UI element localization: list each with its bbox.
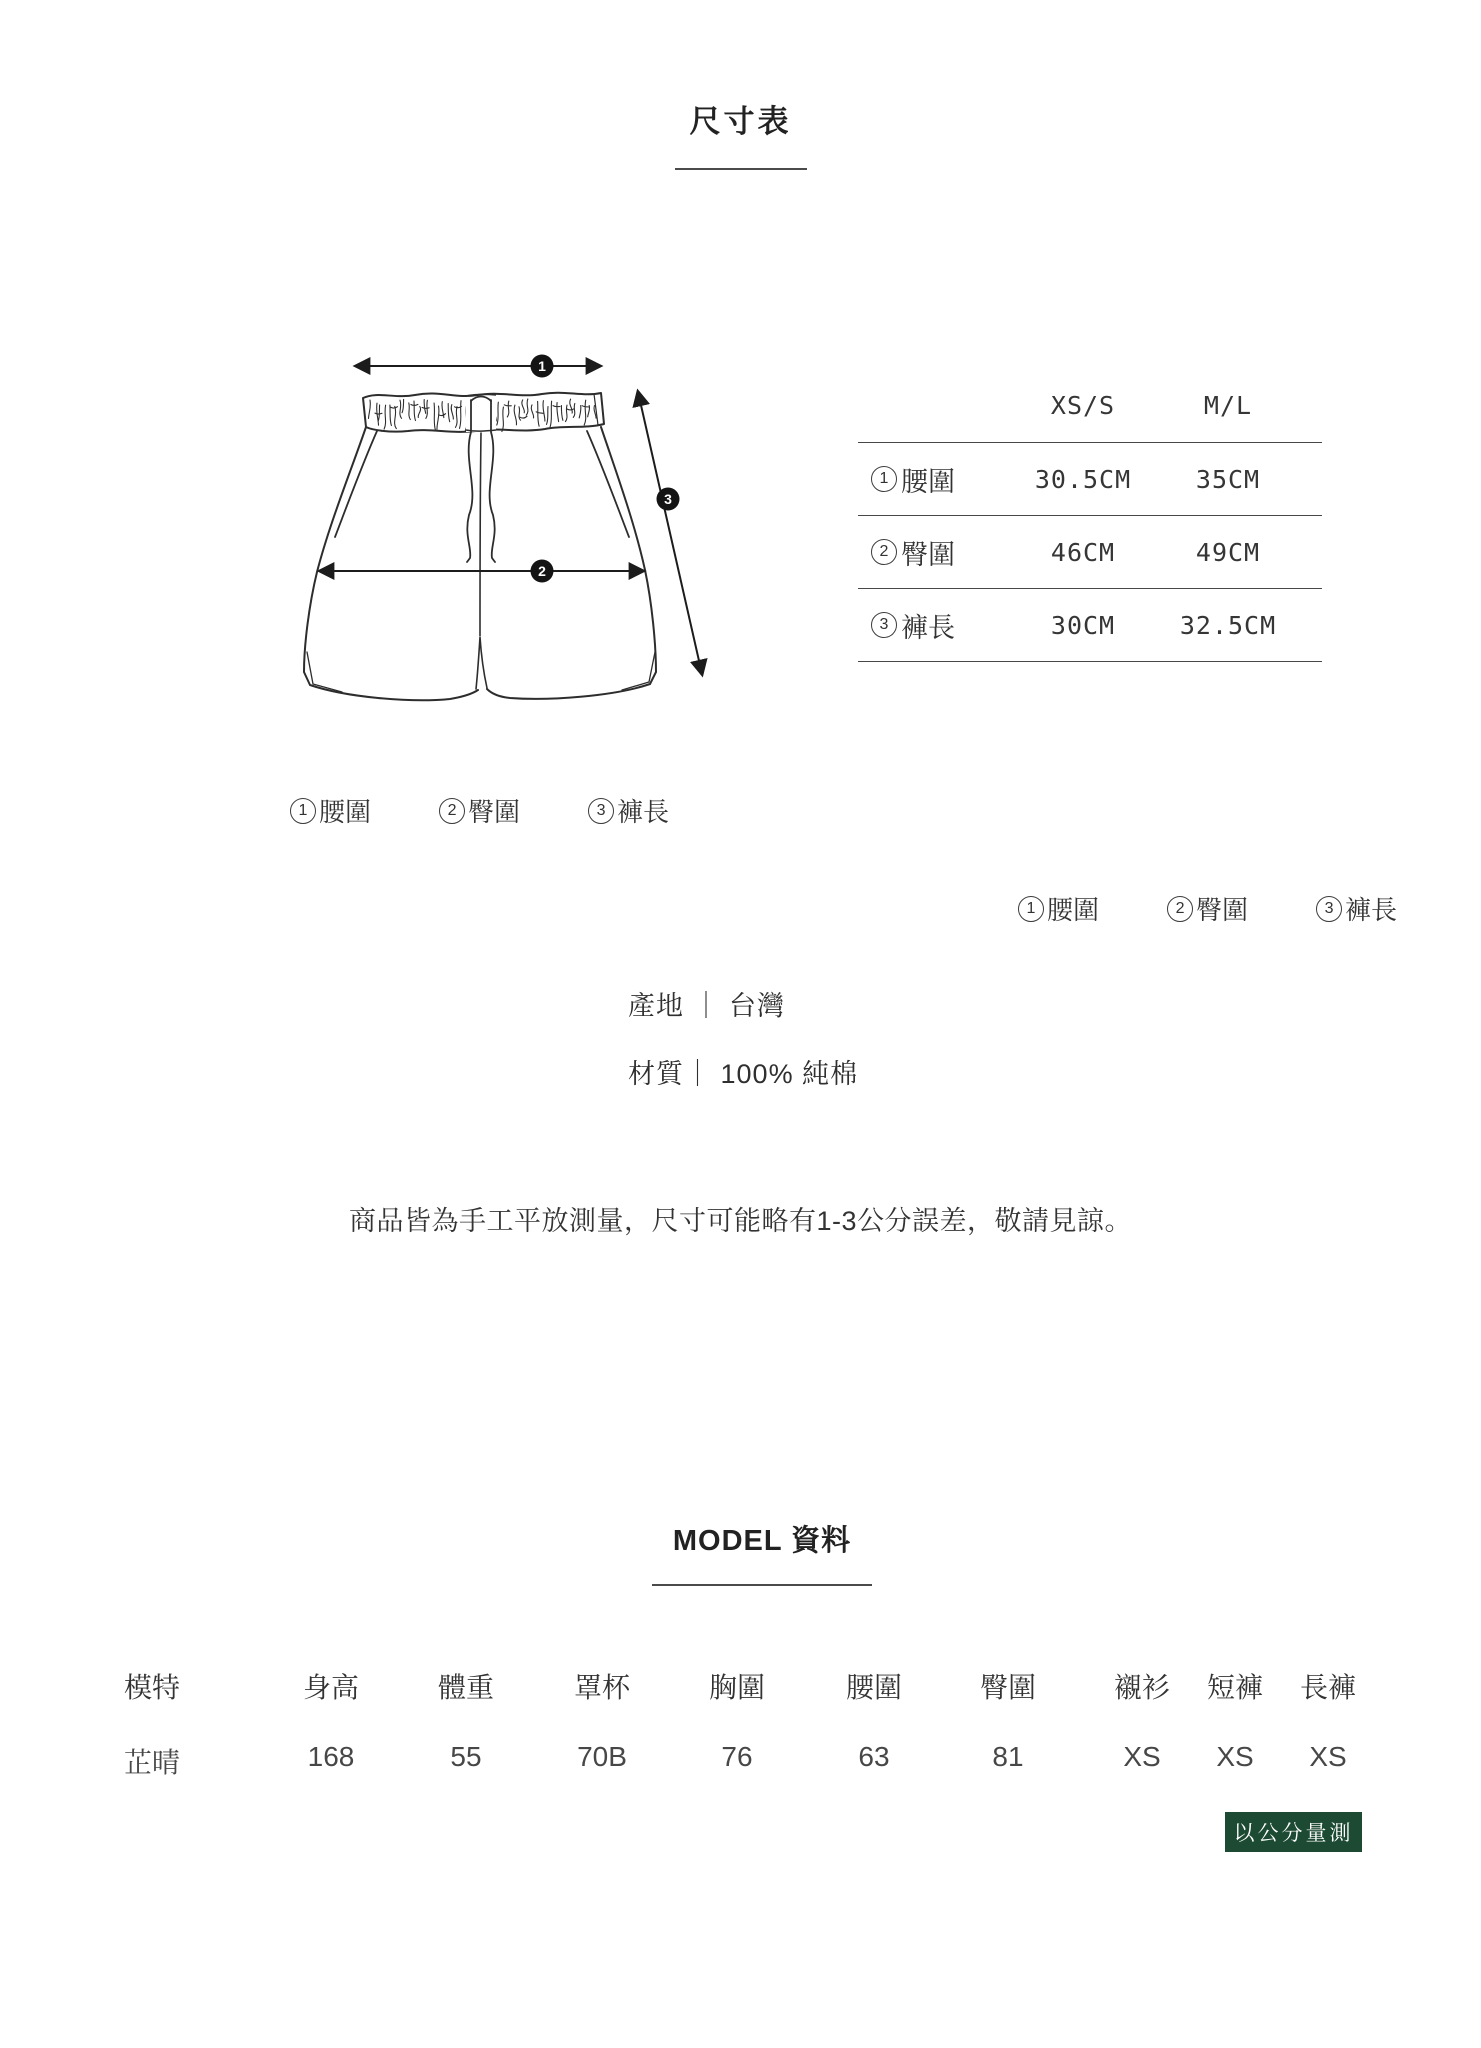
size-table-row xyxy=(858,442,1322,515)
size-value: 30.5CM xyxy=(1034,464,1132,494)
model-col-header: 襯衫 xyxy=(1113,1672,1170,1703)
measure-name: 腰圍 xyxy=(901,466,955,497)
model-value: 芷晴 xyxy=(123,1747,180,1778)
model-value: 81 xyxy=(992,1741,1024,1772)
measure-legend-secondary xyxy=(1018,890,1397,927)
product-info xyxy=(628,984,858,1120)
model-value: XS xyxy=(1309,1741,1347,1772)
legend-item xyxy=(588,792,669,829)
model-col-header: 腰圍 xyxy=(845,1672,902,1703)
model-value: 70B xyxy=(577,1741,627,1772)
size-table xyxy=(858,368,1322,662)
badge-3: 3 xyxy=(664,491,672,507)
material-row xyxy=(628,1052,858,1091)
model-section-header xyxy=(652,1518,872,1586)
model-col-header: 身高 xyxy=(302,1672,359,1703)
model-col-header: 胸圍 xyxy=(708,1672,765,1703)
size-table-header xyxy=(858,368,1322,442)
model-col-header: 長褲 xyxy=(1299,1672,1356,1703)
circled-number-icon: 2 xyxy=(439,798,465,824)
legend-label: 褲長 xyxy=(617,797,670,827)
model-value: 63 xyxy=(858,1741,890,1772)
model-value: 76 xyxy=(721,1741,753,1772)
legend-label: 腰圍 xyxy=(319,797,372,827)
origin-label: 產地 xyxy=(628,991,684,1021)
size-row-label xyxy=(858,606,1008,645)
circled-number-icon: 2 xyxy=(871,539,897,565)
model-col-header: 模特 xyxy=(123,1672,180,1703)
page-title: 尺寸表 xyxy=(689,104,792,139)
circled-number-icon: 1 xyxy=(290,798,316,824)
legend-item xyxy=(1018,890,1099,927)
model-col-header: 臀圍 xyxy=(979,1672,1036,1703)
separator: ｜ xyxy=(684,1059,712,1089)
title-divider xyxy=(675,168,807,170)
size-row-label xyxy=(858,533,1008,572)
measure-name: 臀圍 xyxy=(901,539,955,570)
size-table-row xyxy=(858,588,1322,661)
measure-badges xyxy=(531,355,680,583)
size-value: 46CM xyxy=(1050,537,1116,567)
model-col-header: 罩杯 xyxy=(573,1672,630,1703)
model-section-title: MODEL 資料 xyxy=(672,1525,852,1557)
origin-row xyxy=(628,984,858,1023)
circled-number-icon: 3 xyxy=(1316,896,1342,922)
size-row-label xyxy=(858,460,1008,499)
measurement-note: 商品皆為手工平放測量，尺寸可能略有1-3公分誤差，敬請見諒。 xyxy=(348,1206,1133,1236)
badge-1: 1 xyxy=(538,358,546,374)
shorts-measurement-diagram xyxy=(285,268,720,703)
circled-number-icon: 3 xyxy=(871,612,897,638)
size-value: 32.5CM xyxy=(1179,610,1277,640)
model-col-header: 短褲 xyxy=(1206,1672,1263,1703)
legend-label: 腰圍 xyxy=(1047,895,1100,925)
measure-name: 褲長 xyxy=(901,612,955,643)
model-title-divider xyxy=(652,1584,872,1586)
legend-item xyxy=(439,792,520,829)
legend-label: 褲長 xyxy=(1345,895,1398,925)
legend-item xyxy=(1167,890,1248,927)
unit-badge: 以公分量測 xyxy=(1225,1812,1362,1852)
material-label: 材質 xyxy=(628,1059,684,1089)
legend-label: 臀圍 xyxy=(1196,895,1249,925)
material-value: 100% 純棉 xyxy=(720,1059,859,1089)
size-value: 49CM xyxy=(1195,537,1261,567)
size-column-xs-s: XS/S xyxy=(1050,390,1116,420)
circled-number-icon: 2 xyxy=(1167,896,1193,922)
circled-number-icon: 3 xyxy=(588,798,614,824)
size-table-row xyxy=(858,515,1322,588)
size-chart-header xyxy=(0,96,1481,170)
model-value: XS xyxy=(1216,1741,1254,1772)
size-column-m-l: M/L xyxy=(1203,390,1253,420)
size-value: 30CM xyxy=(1050,610,1116,640)
circled-number-icon: 1 xyxy=(1018,896,1044,922)
badge-2: 2 xyxy=(538,563,546,579)
origin-value: 台灣 xyxy=(729,991,786,1021)
model-value: XS xyxy=(1123,1741,1161,1772)
measure-legend xyxy=(290,792,669,829)
size-value: 35CM xyxy=(1195,464,1261,494)
legend-item xyxy=(290,792,371,829)
circled-number-icon: 1 xyxy=(871,466,897,492)
model-value: 55 xyxy=(450,1741,482,1772)
shorts-body-outline xyxy=(304,427,656,700)
legend-label: 臀圍 xyxy=(468,797,521,827)
legend-item xyxy=(1316,890,1397,927)
model-col-header: 體重 xyxy=(437,1672,494,1703)
model-value: 168 xyxy=(307,1741,355,1772)
separator: ｜ xyxy=(692,991,721,1021)
